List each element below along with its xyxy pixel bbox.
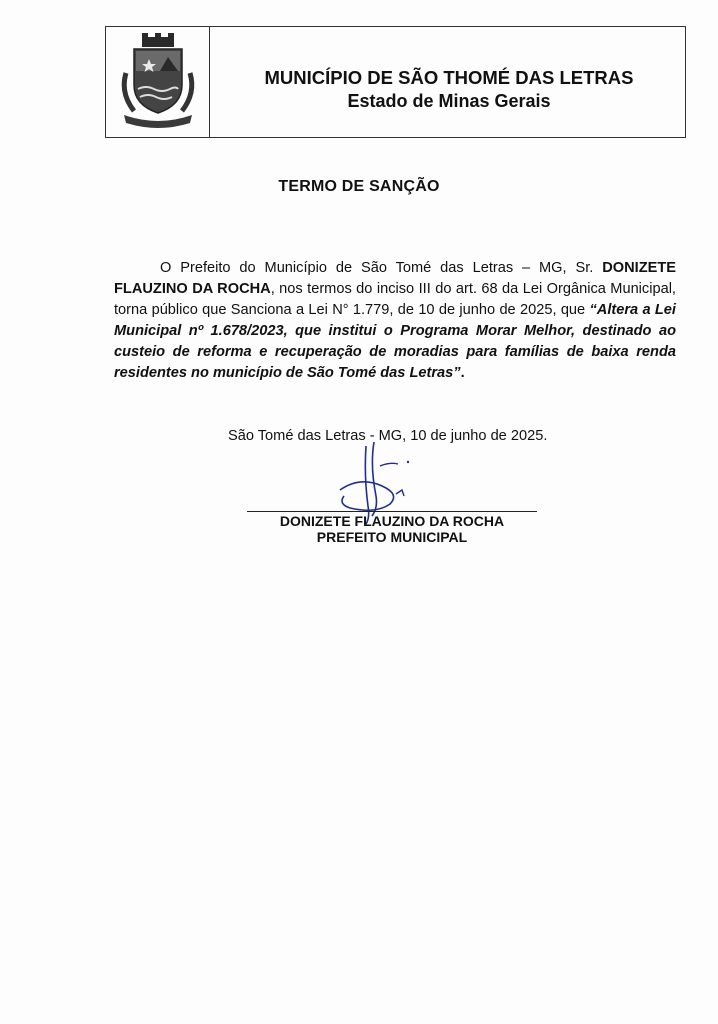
paragraph-middle: , nos termos do inciso III do art. 68 da Lei Orgânica Municipal, torna público que Sanciona a Lei N° 1.779, de 10 de junho de 2025, que <box>114 281 676 318</box>
paragraph-end: . <box>460 365 465 381</box>
sanction-paragraph <box>114 258 676 384</box>
municipality-title: MUNICÍPIO DE SÃO THOMÉ DAS LETRAS <box>264 67 634 88</box>
signer-role: PREFEITO MUNICIPAL <box>316 529 468 545</box>
law-ementa-quote: “Altera a Lei Municipal nº 1.678/2023, que institui o Programa Morar Melhor, destinado ao custeio de reforma e recuperação de moradias para famílias de baixa renda residentes no município de São Tomé das Letras” <box>114 302 676 381</box>
letterhead <box>105 26 686 138</box>
place-and-date: São Tomé das Letras - MG, 10 de junho de 2025. <box>228 428 548 444</box>
document-title: TERMO DE SANÇÃO <box>278 178 440 195</box>
signature-line <box>247 511 537 512</box>
paragraph-intro: O Prefeito do Município de São Tomé das Letras – MG, Sr. <box>160 260 603 276</box>
mayor-name: DONIZETE FLAUZINO DA ROCHA <box>114 260 676 297</box>
signer-name: DONIZETE FLAUZINO DA ROCHA <box>279 513 505 529</box>
state-subtitle: Estado de Minas Gerais <box>347 91 551 111</box>
municipal-crest-icon <box>116 33 200 131</box>
letterhead-divider <box>209 27 210 137</box>
